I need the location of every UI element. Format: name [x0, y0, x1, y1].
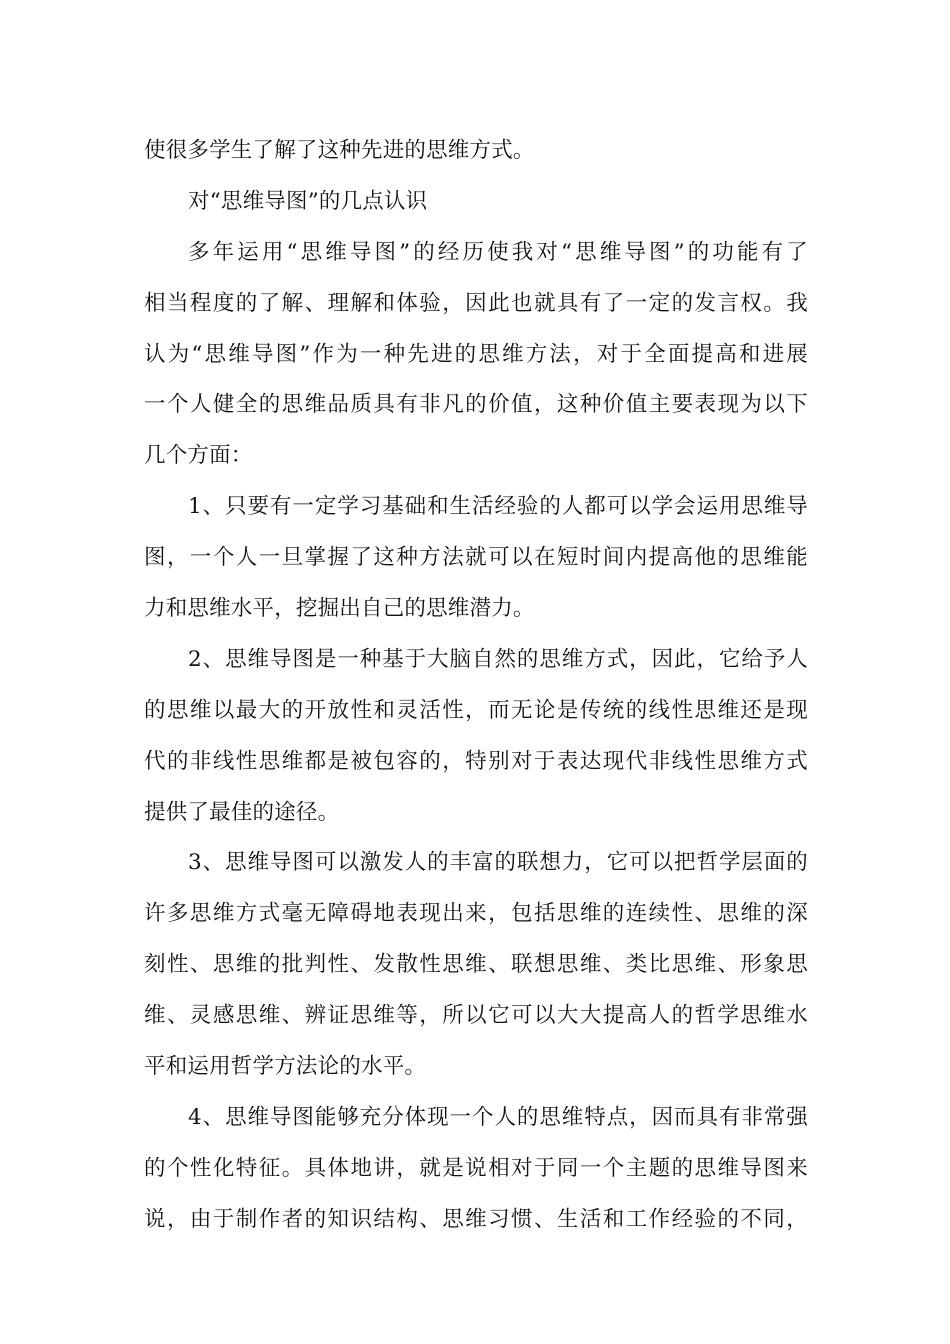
paragraph-line: 一个人健全的思维品质具有非凡的价值，这种价值主要表现为以下 [144, 392, 808, 418]
paragraph-line: 力和思维水平，挖掘出自己的思维潜力。 [144, 596, 535, 622]
paragraph-line: 刻性、思维的批判性、发散性思维、联想思维、类比思维、形象思 [144, 952, 808, 978]
paragraph-line: 1、只要有一定学习基础和生活经验的人都可以学会运用思维导 [188, 494, 808, 520]
intro-line: 使很多学生了解了这种先进的思维方式。 [144, 138, 535, 163]
paragraph-line: 3、思维导图可以激发人的丰富的联想力，它可以把哲学层面的 [188, 850, 808, 876]
paragraph-line: 说，由于制作者的知识结构、思维习惯、生活和工作经验的不同， [144, 1206, 808, 1232]
paragraph-1 [144, 228, 808, 482]
document-page [144, 126, 808, 1246]
paragraph-4 [144, 838, 808, 1092]
paragraph-line: 多年运用“思维导图”的经历使我对“思维导图”的功能有了 [188, 239, 808, 265]
paragraph-line: 的个性化特征。具体地讲，就是说相对于同一个主题的思维导图来 [144, 1155, 808, 1181]
paragraph-line: 图，一个人一旦掌握了这种方法就可以在短时间内提高他的思维能 [144, 545, 808, 571]
paragraph-5 [144, 1093, 808, 1246]
section-heading: 对“思维导图”的几点认识 [188, 188, 428, 214]
paragraph-line: 几个方面： [144, 443, 253, 469]
paragraph-line: 平和运用哲学方法论的水平。 [144, 1054, 427, 1080]
paragraph-line: 代的非线性思维都是被包容的，特别对于表达现代非线性思维方式 [144, 748, 808, 774]
paragraph-line: 提供了最佳的途径。 [144, 799, 340, 825]
paragraph-3 [144, 635, 808, 839]
paragraph-line: 4、思维导图能够充分体现一个人的思维特点，因而具有非常强 [188, 1104, 808, 1130]
paragraph-line: 的思维以最大的开放性和灵活性，而无论是传统的线性思维还是现 [144, 697, 808, 723]
paragraph-line: 维、灵感思维、辨证思维等，所以它可以大大提高人的哲学思维水 [144, 1003, 808, 1029]
paragraph-line: 许多思维方式毫无障碍地表现出来，包括思维的连续性、思维的深 [144, 901, 808, 927]
paragraph-2 [144, 482, 808, 635]
paragraph-line: 2、思维导图是一种基于大脑自然的思维方式，因此，它给予人 [188, 646, 808, 672]
paragraph-line: 认为“思维导图”作为一种先进的思维方法，对于全面提高和进展 [144, 341, 808, 367]
paragraph-line: 相当程度的了解、理解和体验，因此也就具有了一定的发言权。我 [144, 290, 808, 316]
